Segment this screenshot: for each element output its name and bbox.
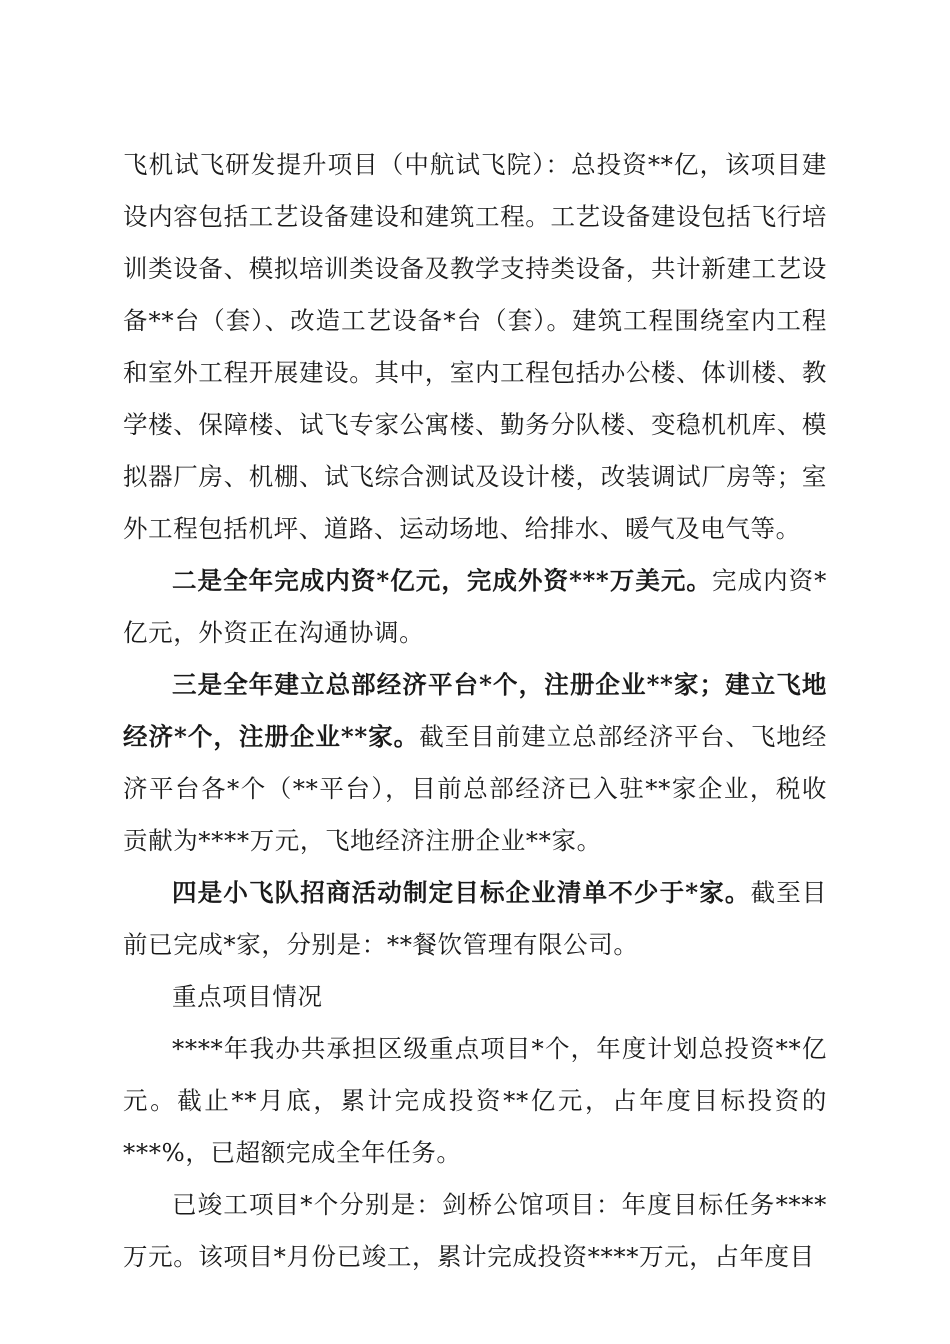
paragraph-completed-projects [123,1179,827,1283]
paragraph-key-projects [123,1023,827,1179]
paragraph-lead: 二是全年完成内资*亿元，完成外资***万美元。 [172,566,712,595]
paragraph-text: ****年我办共承担区级重点项目*个，年度计划总投资**亿元。截止**月底，累计完成投资**亿元，占年度目标投资的***%，已超额完成全年任务。 [123,1034,827,1167]
paragraph-fourth-item [123,867,827,971]
paragraph-lead: 四是小飞队招商活动制定目标企业清单不少于*家。 [172,878,751,907]
document-body [123,139,827,1283]
paragraph-text: 截至目前建立总部经济平台、飞地经济平台各*个（**平台），目前总部经济已入驻**家企业，税收贡献为****万元，飞地经济注册企业**家。 [123,722,827,855]
paragraph-second-item [123,555,827,659]
paragraph-lead: 三是全年建立总部经济平台*个，注册企业**家；建立飞地经济*个，注册企业**家。 [123,670,827,751]
paragraph-text: 已竣工项目*个分别是：剑桥公馆项目：年度目标任务****万元。该项目*月份已竣工，累计完成投资****万元，占年度目 [123,1190,827,1271]
paragraph-aircraft-project [123,139,827,555]
section-heading: 重点项目情况 [172,982,323,1011]
paragraph-third-item [123,659,827,867]
paragraph-text: 完成内资*亿元，外资正在沟通协调。 [123,566,828,647]
paragraph-text: 截至目前已完成*家，分别是：**餐饮管理有限公司。 [123,878,827,959]
paragraph-text: 飞机试飞研发提升项目（中航试飞院）：总投资**亿，该项目建设内容包括工艺设备建设和建筑工程。工艺设备建设包括飞行培训类设备、模拟培训类设备及教学支持类设备，共计新建工艺设备**台（套）、改造工艺设备*台（套）。建筑工程围绕室内工程和室外工程开展建设。其中，室内工程包括办公楼、体训楼、教学楼、保障楼、试飞专家公寓楼、勤务分队楼、变稳机机库、模拟器厂房、机棚、试飞综合测试及设计楼，改装调试厂房等；室外工程包括机坪、道路、运动场地、给排水、暖气及电气等。 [123,150,827,543]
